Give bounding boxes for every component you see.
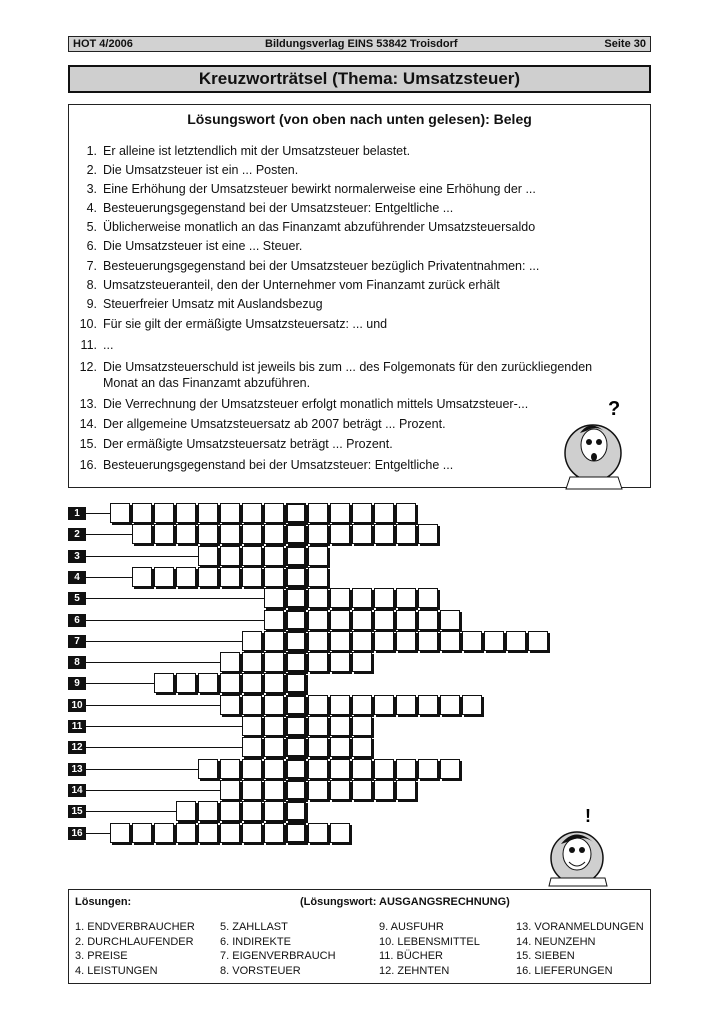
clue-text: Die Umsatzsteuer ist eine ... Steuer. — [103, 239, 303, 253]
solution-entry: 13. VORANMELDUNGEN — [516, 921, 644, 933]
crossword-cell[interactable] — [374, 524, 394, 544]
crossword-cell[interactable] — [132, 503, 152, 523]
crossword-cell[interactable] — [220, 759, 240, 779]
clue-text: Umsatzsteueranteil, den der Unternehmer vom Finanzamt zurück erhält — [103, 278, 500, 292]
row-leader-line — [86, 811, 176, 812]
crossword-cell[interactable] — [352, 759, 372, 779]
row-leader-line — [86, 747, 242, 748]
clue-text: Besteuerungsgegenstand bei der Umsatzsteuer: Entgeltliche ... — [103, 458, 454, 472]
crossword-cell[interactable] — [242, 546, 262, 566]
crossword-cell[interactable] — [308, 823, 328, 843]
header-issue: HOT 4/2006 — [73, 38, 133, 50]
crossword-cell[interactable] — [308, 780, 328, 800]
solution-entry: 16. LIEFERUNGEN — [516, 964, 613, 977]
clue-number: 10. — [79, 317, 97, 331]
crossword-cell[interactable] — [198, 759, 218, 779]
row-number-label: 9 — [68, 677, 86, 690]
crossword-cell[interactable] — [396, 695, 416, 715]
solution-cell[interactable] — [286, 546, 306, 566]
solution-entry: 10. LEBENSMITTEL — [379, 935, 480, 948]
clue-number: 13. — [79, 397, 97, 411]
crossword-cell[interactable] — [242, 631, 262, 651]
crossword-cell[interactable] — [264, 716, 284, 736]
crossword-cell[interactable] — [506, 631, 526, 651]
solution-entry: 12. ZEHNTEN — [379, 964, 450, 977]
crossword-cell[interactable] — [264, 801, 284, 821]
crossword-cell[interactable] — [352, 652, 372, 672]
crossword-cell[interactable] — [330, 823, 350, 843]
clue-text: Eine Erhöhung der Umsatzsteuer bewirkt normalerweise eine Erhöhung der ... — [103, 182, 536, 196]
solution-cell[interactable] — [286, 524, 306, 544]
crossword-cell[interactable] — [110, 503, 130, 523]
clue-number: 16. — [79, 458, 97, 472]
crossword-cell[interactable] — [352, 631, 372, 651]
crossword-cell[interactable] — [264, 780, 284, 800]
crossword-cell[interactable] — [220, 695, 240, 715]
crossword-cell[interactable] — [242, 673, 262, 693]
crossword-cell[interactable] — [110, 823, 130, 843]
row-number-label: 14 — [68, 784, 86, 797]
row-number-label: 1 — [68, 507, 86, 520]
crossword-cell[interactable] — [176, 524, 196, 544]
crossword-cell[interactable] — [374, 503, 394, 523]
crossword-cell[interactable] — [264, 652, 284, 672]
row-leader-line — [86, 662, 220, 663]
crossword-cell[interactable] — [264, 631, 284, 651]
solutions-box — [68, 889, 651, 984]
crossword-cell[interactable] — [198, 673, 218, 693]
crossword-cell[interactable] — [242, 695, 262, 715]
clue-number: 1. — [86, 144, 97, 158]
clue-text: Der ermäßigte Umsatzsteuersatz beträgt ... Prozent. — [103, 437, 393, 451]
row-number-label: 11 — [68, 720, 86, 733]
solution-cell[interactable] — [286, 652, 306, 672]
crossword-cell[interactable] — [132, 567, 152, 587]
clue-number: 6. — [86, 239, 97, 253]
crossword-cell[interactable] — [374, 631, 394, 651]
solution-cell[interactable] — [286, 780, 306, 800]
crossword-cell[interactable] — [352, 610, 372, 630]
row-number-label: 4 — [68, 571, 86, 584]
clue-number: 5. — [86, 220, 97, 234]
crossword-cell[interactable] — [198, 567, 218, 587]
crossword-cell[interactable] — [176, 567, 196, 587]
clue-number: 2. — [86, 163, 97, 177]
solution-entry: 9. AUSFUHR — [379, 921, 444, 933]
crossword-cell[interactable] — [308, 503, 328, 523]
crossword-cell[interactable] — [308, 610, 328, 630]
crossword-cell[interactable] — [396, 759, 416, 779]
solution-cell[interactable] — [286, 631, 306, 651]
solution-cell[interactable] — [286, 588, 306, 608]
clue-number: 8. — [86, 278, 97, 292]
solution-entry: 1. ENDVERBRAUCHER — [75, 921, 195, 933]
crossword-cell[interactable] — [308, 652, 328, 672]
crossword-cell[interactable] — [220, 524, 240, 544]
crossword-cell[interactable] — [352, 716, 372, 736]
exclamation-mark: ! — [585, 808, 591, 826]
crossword-cell[interactable] — [330, 524, 350, 544]
crossword-cell[interactable] — [242, 737, 262, 757]
solution-cell[interactable] — [286, 610, 306, 630]
crossword-cell[interactable] — [308, 716, 328, 736]
crossword-cell[interactable] — [198, 524, 218, 544]
crossword-cell[interactable] — [154, 567, 174, 587]
crossword-cell[interactable] — [220, 673, 240, 693]
crossword-cell[interactable] — [330, 588, 350, 608]
row-number-label: 10 — [68, 699, 86, 712]
crossword-cell[interactable] — [132, 823, 152, 843]
crossword-cell[interactable] — [176, 673, 196, 693]
crossword-cell[interactable] — [242, 823, 262, 843]
crossword-cell[interactable] — [264, 546, 284, 566]
crossword-cell[interactable] — [418, 759, 438, 779]
crossword-cell[interactable] — [220, 546, 240, 566]
crossword-cell[interactable] — [374, 759, 394, 779]
crossword-cell[interactable] — [308, 567, 328, 587]
crossword-cell[interactable] — [154, 673, 174, 693]
crossword-cell[interactable] — [242, 716, 262, 736]
crossword-cell[interactable] — [418, 631, 438, 651]
crossword-cell[interactable] — [440, 695, 460, 715]
crossword-cell[interactable] — [308, 588, 328, 608]
row-number-label: 3 — [68, 550, 86, 563]
row-leader-line — [86, 556, 198, 557]
crossword-cell[interactable] — [330, 695, 350, 715]
crossword-cell[interactable] — [308, 695, 328, 715]
clue-text: Monat an das Finanzamt abzuführen. — [103, 376, 311, 390]
crossword-cell[interactable] — [396, 524, 416, 544]
crossword-cell[interactable] — [264, 524, 284, 544]
clue-number: 11. — [80, 338, 97, 352]
crossword-cell[interactable] — [374, 588, 394, 608]
crossword-cell[interactable] — [264, 673, 284, 693]
crossword-cell[interactable] — [242, 780, 262, 800]
crossword-cell[interactable] — [396, 631, 416, 651]
clue-text: Üblicherweise monatlich an das Finanzamt abzuführender Umsatzsteuersaldo — [103, 220, 536, 234]
crossword-cell[interactable] — [220, 801, 240, 821]
solution-cell[interactable] — [286, 567, 306, 587]
clue-text: Besteuerungsgegenstand bei der Umsatzsteuer: Entgeltliche ... — [103, 201, 454, 215]
crossword-cell[interactable] — [418, 588, 438, 608]
clue-number: 14. — [79, 417, 97, 431]
crossword-cell[interactable] — [330, 716, 350, 736]
crossword-cell[interactable] — [396, 780, 416, 800]
row-number-label: 2 — [68, 528, 86, 541]
crossword-cell[interactable] — [330, 652, 350, 672]
page-header — [68, 36, 651, 52]
crossword-cell[interactable] — [220, 503, 240, 523]
crossword-cell[interactable] — [154, 823, 174, 843]
crossword-cell[interactable] — [528, 631, 548, 651]
clue-text: Er alleine ist letztendlich mit der Umsatzsteuer belastet. — [103, 144, 411, 158]
crossword-cell[interactable] — [396, 503, 416, 523]
clue-text: Der allgemeine Umsatzsteuersatz ab 2007 beträgt ... Prozent. — [103, 417, 446, 431]
clue-text: Besteuerungsgegenstand bei der Umsatzsteuer bezüglich Privatentnahmen: ... — [103, 259, 540, 273]
solutions-heading: Lösungen: — [75, 896, 132, 908]
crossword-cell[interactable] — [308, 631, 328, 651]
crossword-cell[interactable] — [396, 588, 416, 608]
row-leader-line — [86, 641, 242, 642]
crossword-cell[interactable] — [352, 524, 372, 544]
crossword-cell[interactable] — [264, 588, 284, 608]
crossword-cell[interactable] — [264, 759, 284, 779]
question-mark: ? — [608, 398, 621, 420]
crossword-cell[interactable] — [264, 737, 284, 757]
crossword-cell[interactable] — [154, 524, 174, 544]
crossword-cell[interactable] — [242, 567, 262, 587]
crossword-cell[interactable] — [374, 610, 394, 630]
clue-number: 12. — [79, 360, 97, 374]
crossword-cell[interactable] — [242, 759, 262, 779]
crossword-cell[interactable] — [484, 631, 504, 651]
solution-entry: 5. ZAHLLAST — [220, 921, 288, 933]
solution-cell[interactable] — [286, 503, 306, 523]
clue-text: Für sie gilt der ermäßigte Umsatzsteuersatz: ... und — [103, 317, 388, 331]
questions-heading: Lösungswort (von oben nach unten gelesen): Beleg — [187, 111, 532, 127]
clue-number: 9. — [86, 297, 97, 311]
crossword-cell[interactable] — [330, 759, 350, 779]
solution-entry: 6. INDIREKTE — [220, 935, 291, 948]
crossword-cell[interactable] — [418, 695, 438, 715]
crossword-cell[interactable] — [220, 780, 240, 800]
crossword-cell[interactable] — [440, 631, 460, 651]
clue-number: 3. — [86, 182, 97, 196]
crossword-cell[interactable] — [264, 503, 284, 523]
thinking-man-illustration — [560, 395, 630, 495]
row-leader-line — [86, 683, 154, 684]
solution-entry: 2. DURCHLAUFENDER — [75, 935, 194, 948]
row-number-label: 8 — [68, 656, 86, 669]
clue-text: Die Verrechnung der Umsatzsteuer erfolgt monatlich mittels Umsatzsteuer-... — [103, 397, 529, 411]
header-publisher: Bildungsverlag EINS 53842 Troisdorf — [265, 38, 458, 50]
row-number-label: 12 — [68, 741, 86, 754]
row-leader-line — [86, 534, 132, 535]
solution-cell[interactable] — [286, 737, 306, 757]
solution-cell[interactable] — [286, 673, 306, 693]
surprised-man-illustration — [545, 808, 615, 888]
crossword-cell[interactable] — [264, 823, 284, 843]
crossword-cell[interactable] — [418, 524, 438, 544]
crossword-cell[interactable] — [352, 737, 372, 757]
row-leader-line — [86, 790, 220, 791]
header-page: Seite 30 — [604, 38, 646, 50]
solution-cell[interactable] — [286, 695, 306, 715]
crossword-cell[interactable] — [132, 524, 152, 544]
crossword-cell[interactable] — [396, 610, 416, 630]
solution-entry: 14. NEUNZEHN — [516, 935, 596, 948]
row-leader-line — [86, 577, 132, 578]
crossword-cell[interactable] — [220, 567, 240, 587]
crossword-cell[interactable] — [220, 652, 240, 672]
row-leader-line — [86, 833, 110, 834]
row-number-label: 16 — [68, 827, 86, 840]
crossword-cell[interactable] — [264, 610, 284, 630]
row-number-label: 5 — [68, 592, 86, 605]
crossword-cell[interactable] — [374, 780, 394, 800]
crossword-cell[interactable] — [176, 801, 196, 821]
crossword-cell[interactable] — [308, 546, 328, 566]
crossword-cell[interactable] — [330, 780, 350, 800]
solution-cell[interactable] — [286, 823, 306, 843]
clue-text: Steuerfreier Umsatz mit Auslandsbezug — [103, 297, 323, 311]
crossword-cell[interactable] — [462, 695, 482, 715]
crossword-cell[interactable] — [242, 652, 262, 672]
crossword-cell[interactable] — [198, 546, 218, 566]
solution-cell[interactable] — [286, 759, 306, 779]
crossword-cell[interactable] — [418, 610, 438, 630]
crossword-cell[interactable] — [198, 801, 218, 821]
solution-cell[interactable] — [286, 801, 306, 821]
row-leader-line — [86, 598, 264, 599]
page-title: Kreuzworträtsel (Thema: Umsatzsteuer) — [68, 65, 651, 93]
crossword-cell[interactable] — [176, 503, 196, 523]
row-number-label: 7 — [68, 635, 86, 648]
crossword-cell[interactable] — [330, 610, 350, 630]
crossword-cell[interactable] — [352, 503, 372, 523]
clue-text: ... — [103, 338, 114, 352]
crossword-cell[interactable] — [220, 823, 240, 843]
crossword-cell[interactable] — [264, 567, 284, 587]
solutions-keyword: (Lösungswort: AUSGANGSRECHNUNG) — [300, 896, 510, 908]
crossword-cell[interactable] — [264, 695, 284, 715]
crossword-cell[interactable] — [462, 631, 482, 651]
crossword-cell[interactable] — [176, 823, 196, 843]
clue-text: Die Umsatzsteuer ist ein ... Posten. — [103, 163, 299, 177]
crossword-cell[interactable] — [242, 503, 262, 523]
crossword-cell[interactable] — [308, 524, 328, 544]
crossword-cell[interactable] — [198, 823, 218, 843]
row-leader-line — [86, 769, 198, 770]
crossword-cell[interactable] — [330, 631, 350, 651]
crossword-cell[interactable] — [352, 588, 372, 608]
crossword-cell[interactable] — [198, 503, 218, 523]
solution-entry: 3. PREISE — [75, 950, 128, 962]
crossword-cell[interactable] — [308, 737, 328, 757]
row-leader-line — [86, 513, 110, 514]
row-number-label: 15 — [68, 805, 86, 818]
row-number-label: 13 — [68, 763, 86, 776]
crossword-cell[interactable] — [330, 503, 350, 523]
solution-cell[interactable] — [286, 716, 306, 736]
crossword-cell[interactable] — [330, 737, 350, 757]
clue-text: Die Umsatzsteuerschuld ist jeweils bis zum ... des Folgemonats für den zurückliegenden — [103, 360, 593, 374]
row-leader-line — [86, 705, 220, 706]
crossword-cell[interactable] — [308, 759, 328, 779]
crossword-cell[interactable] — [242, 801, 262, 821]
crossword-cell[interactable] — [352, 695, 372, 715]
solution-entry: 4. LEISTUNGEN — [75, 964, 158, 977]
row-leader-line — [86, 726, 242, 727]
clue-number: 7. — [86, 259, 97, 273]
row-leader-line — [86, 620, 264, 621]
crossword-cell[interactable] — [374, 695, 394, 715]
clue-number: 15. — [79, 437, 97, 451]
solution-entry: 15. SIEBEN — [516, 950, 575, 962]
crossword-cell[interactable] — [352, 780, 372, 800]
clue-number: 4. — [86, 201, 97, 215]
row-number-label: 6 — [68, 614, 86, 627]
solution-entry: 7. EIGENVERBRAUCH — [220, 950, 336, 962]
crossword-cell[interactable] — [440, 759, 460, 779]
solution-entry: 8. VORSTEUER — [220, 964, 301, 977]
crossword-cell[interactable] — [154, 503, 174, 523]
crossword-cell[interactable] — [440, 610, 460, 630]
solution-entry: 11. BÜCHER — [379, 950, 443, 962]
crossword-cell[interactable] — [242, 524, 262, 544]
